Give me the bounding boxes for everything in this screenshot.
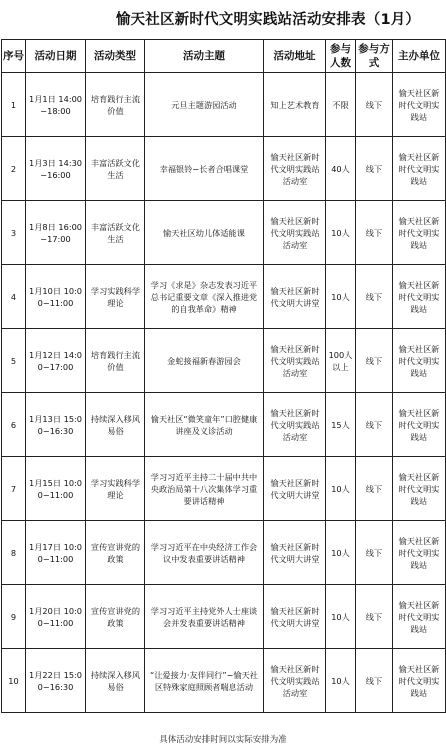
cell-org: 愉天社区新时代文明实践站 bbox=[393, 393, 446, 457]
cell-type: 培育践行主流价值 bbox=[86, 329, 145, 393]
cell-type: 培育践行主流价值 bbox=[86, 73, 145, 137]
cell-org: 愉天社区新时代文明实践站 bbox=[393, 649, 446, 713]
cell-no: 9 bbox=[2, 585, 26, 649]
cell-mode: 线下 bbox=[356, 329, 393, 393]
cell-mode: 线下 bbox=[356, 457, 393, 521]
cell-no: 4 bbox=[2, 265, 26, 329]
cell-date: 1月22日 15:00−16:30 bbox=[26, 649, 86, 713]
cell-org: 愉天社区新时代文明实践站 bbox=[393, 457, 446, 521]
cell-count: 10人 bbox=[326, 521, 356, 585]
header-type: 活动类型 bbox=[86, 40, 145, 73]
cell-date: 1月8日 16:00−17:00 bbox=[26, 201, 86, 265]
cell-place: 愉天社区新时代文明实践站活动室 bbox=[264, 329, 326, 393]
cell-theme: 金蛇接福新春游园会 bbox=[145, 329, 264, 393]
cell-theme: 愉天社区幼儿体适能课 bbox=[145, 201, 264, 265]
cell-org: 愉天社区新时代文明实践站 bbox=[393, 73, 446, 137]
table-row bbox=[2, 457, 446, 521]
page-title: 愉天社区新时代文明实践站活动安排表（1月） bbox=[115, 12, 421, 28]
cell-count: 不限 bbox=[326, 73, 356, 137]
cell-theme: 学习《求是》杂志发表习近平总书记重要文章《深入推进党的自我革命》精神 bbox=[145, 265, 264, 329]
cell-count: 10人 bbox=[326, 585, 356, 649]
cell-no: 1 bbox=[2, 73, 26, 137]
table-row bbox=[2, 265, 446, 329]
footer-note: 具体活动安排时间以实际安排为准 bbox=[159, 735, 287, 745]
table-row bbox=[2, 201, 446, 265]
cell-count: 10人 bbox=[326, 649, 356, 713]
cell-org: 愉天社区新时代文明实践站 bbox=[393, 137, 446, 201]
cell-org: 愉天社区新时代文明实践站 bbox=[393, 521, 446, 585]
schedule-table bbox=[1, 39, 446, 713]
cell-place: 愉天社区新时代文明大讲堂 bbox=[264, 265, 326, 329]
cell-date: 1月20日 10:00−11:00 bbox=[26, 585, 86, 649]
cell-place: 愉天社区新时代文明实践站活动室 bbox=[264, 137, 326, 201]
cell-theme: 幸福银铃−长者合唱课堂 bbox=[145, 137, 264, 201]
cell-type: 持续深入移风易俗 bbox=[86, 649, 145, 713]
cell-place: 愉天社区新时代文明大讲堂 bbox=[264, 457, 326, 521]
cell-place: 愉天社区新时代文明实践站活动室 bbox=[264, 393, 326, 457]
cell-count: 100人以上 bbox=[326, 329, 356, 393]
cell-place: 知上艺术教育 bbox=[264, 73, 326, 137]
cell-count: 10人 bbox=[326, 265, 356, 329]
cell-date: 1月17日 10:00−11:00 bbox=[26, 521, 86, 585]
cell-type: 丰富活跃文化生活 bbox=[86, 137, 145, 201]
cell-no: 10 bbox=[2, 649, 26, 713]
header-date: 活动日期 bbox=[26, 40, 86, 73]
cell-date: 1月10日 10:00−11:00 bbox=[26, 265, 86, 329]
cell-date: 1月1日 14:00−18:00 bbox=[26, 73, 86, 137]
cell-org: 愉天社区新时代文明实践站 bbox=[393, 201, 446, 265]
cell-type: 学习实践科学理论 bbox=[86, 265, 145, 329]
cell-mode: 线下 bbox=[356, 137, 393, 201]
cell-org: 愉天社区新时代文明实践站 bbox=[393, 265, 446, 329]
cell-count: 40人 bbox=[326, 137, 356, 201]
cell-date: 1月15日 10:00−11:00 bbox=[26, 457, 86, 521]
cell-type: 持续深入移风易俗 bbox=[86, 393, 145, 457]
cell-org: 愉天社区新时代文明实践站 bbox=[393, 585, 446, 649]
cell-mode: 线下 bbox=[356, 585, 393, 649]
cell-mode: 线下 bbox=[356, 201, 393, 265]
cell-type: 丰富活跃文化生活 bbox=[86, 201, 145, 265]
table-row bbox=[2, 73, 446, 137]
cell-type: 宣传宣讲党的政策 bbox=[86, 521, 145, 585]
cell-type: 宣传宣讲党的政策 bbox=[86, 585, 145, 649]
cell-mode: 线下 bbox=[356, 521, 393, 585]
header-mode: 参与方式 bbox=[356, 40, 393, 73]
cell-no: 7 bbox=[2, 457, 26, 521]
cell-place: 愉天社区新时代文明大讲堂 bbox=[264, 521, 326, 585]
table-header-row bbox=[2, 40, 446, 73]
cell-org: 愉天社区新时代文明实践站 bbox=[393, 329, 446, 393]
cell-theme: 学习习近平主持二十届中共中央政治局第十八次集体学习重要讲话精神 bbox=[145, 457, 264, 521]
table-body bbox=[2, 73, 446, 713]
cell-no: 8 bbox=[2, 521, 26, 585]
cell-date: 1月12日 14:00−17:00 bbox=[26, 329, 86, 393]
cell-no: 3 bbox=[2, 201, 26, 265]
cell-place: 愉天社区新时代文明实践站活动室 bbox=[264, 201, 326, 265]
cell-no: 2 bbox=[2, 137, 26, 201]
table-row bbox=[2, 649, 446, 713]
cell-no: 6 bbox=[2, 393, 26, 457]
cell-no: 5 bbox=[2, 329, 26, 393]
cell-theme: 愉天社区“微笑童年”口腔健康讲座及义诊活动 bbox=[145, 393, 264, 457]
table-row bbox=[2, 137, 446, 201]
header-org: 主办单位 bbox=[393, 40, 446, 73]
table-row bbox=[2, 393, 446, 457]
cell-mode: 线下 bbox=[356, 649, 393, 713]
cell-theme: 学习习近平在中央经济工作会议中发表重要讲话精神 bbox=[145, 521, 264, 585]
cell-mode: 线下 bbox=[356, 393, 393, 457]
cell-count: 10人 bbox=[326, 201, 356, 265]
header-theme: 活动主题 bbox=[145, 40, 264, 73]
cell-count: 15人 bbox=[326, 393, 356, 457]
cell-theme: “让爱接力·友伴同行”−愉天社区特殊家庭照顾者喘息活动 bbox=[145, 649, 264, 713]
cell-mode: 线下 bbox=[356, 73, 393, 137]
table-row bbox=[2, 521, 446, 585]
cell-date: 1月3日 14:30−16:00 bbox=[26, 137, 86, 201]
cell-place: 愉天社区新时代文明大讲堂 bbox=[264, 585, 326, 649]
cell-date: 1月13日 15:00−16:30 bbox=[26, 393, 86, 457]
header-count: 参与人数 bbox=[326, 40, 356, 73]
cell-theme: 元旦主题游园活动 bbox=[145, 73, 264, 137]
header-no: 序号 bbox=[2, 40, 26, 73]
cell-type: 学习实践科学理论 bbox=[86, 457, 145, 521]
cell-count: 10人 bbox=[326, 457, 356, 521]
cell-theme: 学习习近平主持党外人士座谈会并发表重要讲话精神 bbox=[145, 585, 264, 649]
table-row bbox=[2, 585, 446, 649]
cell-mode: 线下 bbox=[356, 265, 393, 329]
cell-place: 愉天社区新时代文明实践站活动室 bbox=[264, 649, 326, 713]
table-row bbox=[2, 329, 446, 393]
header-place: 活动地址 bbox=[264, 40, 326, 73]
